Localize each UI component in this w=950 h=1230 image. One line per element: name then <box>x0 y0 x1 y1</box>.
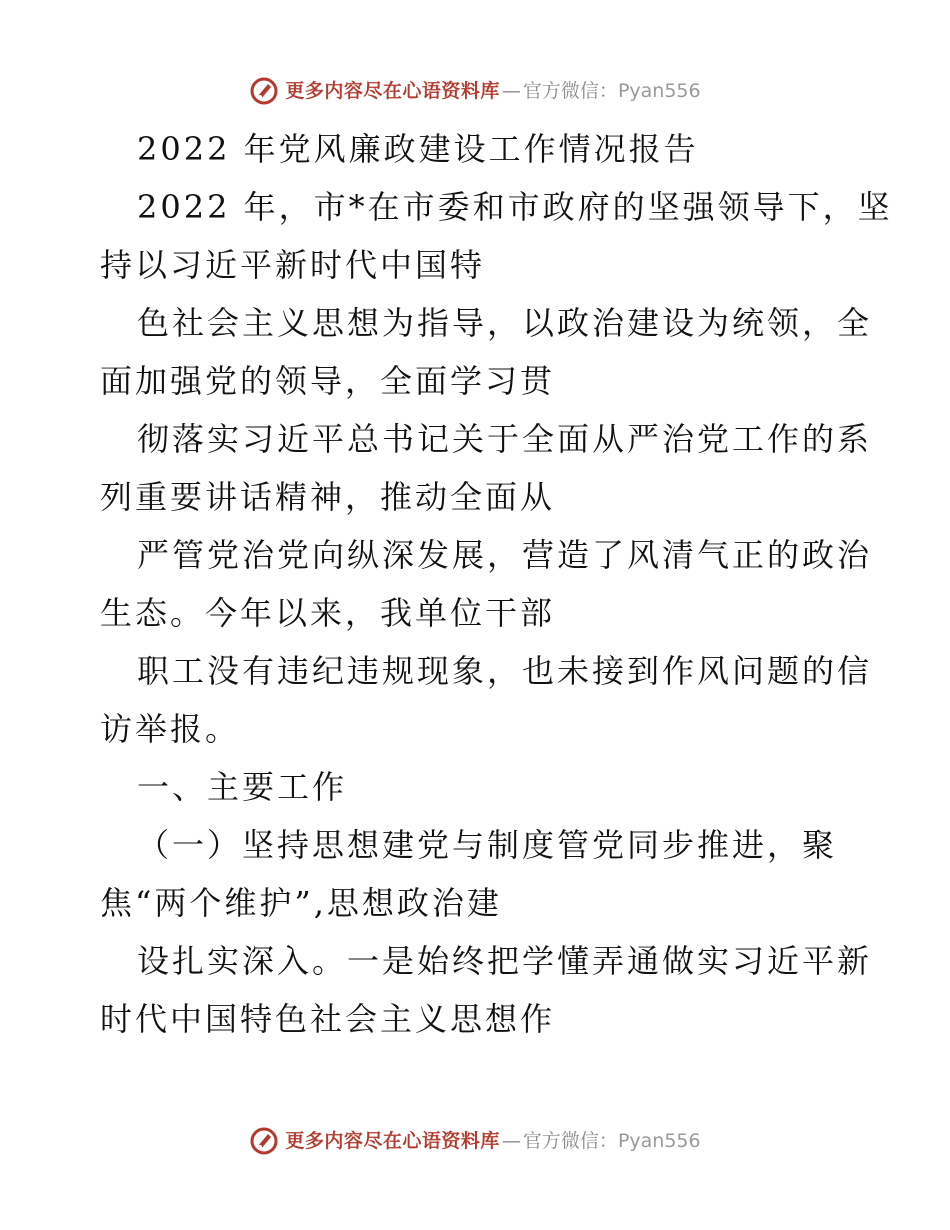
text-line: 一、主要工作 <box>137 768 348 806</box>
watermark-wechat-id: Pyan556 <box>617 80 701 102</box>
watermark-dash: — <box>501 80 521 102</box>
watermark-official-label: 官方微信： <box>522 1130 618 1152</box>
watermark-brand: 更多内容尽在心语资料库 <box>285 80 500 102</box>
text-line: 焦“两个维护”,思想政治建 <box>100 884 502 922</box>
watermark-footer <box>0 1126 950 1156</box>
text-line: 持以习近平新时代中国特 <box>100 246 486 284</box>
document-body <box>100 120 893 1048</box>
text-line: 设扎实深入。一是始终把学懂弄通做实习近平新 <box>137 942 873 980</box>
text-line: 面加强党的领导，全面学习贯 <box>100 362 556 400</box>
watermark-wechat-id: Pyan556 <box>617 1130 701 1152</box>
text-line: 色社会主义思想为指导，以政治建设为统领，全 <box>137 304 873 342</box>
watermark-brand: 更多内容尽在心语资料库 <box>285 1130 500 1152</box>
brand-logo-icon <box>249 76 279 106</box>
text-line: 彻落实习近平总书记关于全面从严治党工作的系 <box>137 420 873 458</box>
text-line: 严管党治党向纵深发展，营造了风清气正的政治 <box>137 536 873 574</box>
text-line: 生态。今年以来，我单位干部 <box>100 594 556 632</box>
watermark-header <box>0 76 950 106</box>
text-line: 职工没有违纪违规现象，也未接到作风问题的信 <box>137 652 873 690</box>
text-line: 2022 年，市*在市委和市政府的坚强领导下，坚 <box>137 188 893 226</box>
document-title: 2022 年党风廉政建设工作情况报告 <box>137 130 699 168</box>
text-line: 时代中国特色社会主义思想作 <box>100 1000 556 1038</box>
watermark-official-label: 官方微信： <box>522 80 618 102</box>
text-line: （一）坚持思想建党与制度管党同步推进，聚 <box>137 826 838 864</box>
brand-logo-icon <box>249 1126 279 1156</box>
text-line: 列重要讲话精神，推动全面从 <box>100 478 556 516</box>
watermark-dash: — <box>501 1130 521 1152</box>
text-line: 访举报。 <box>100 710 241 748</box>
